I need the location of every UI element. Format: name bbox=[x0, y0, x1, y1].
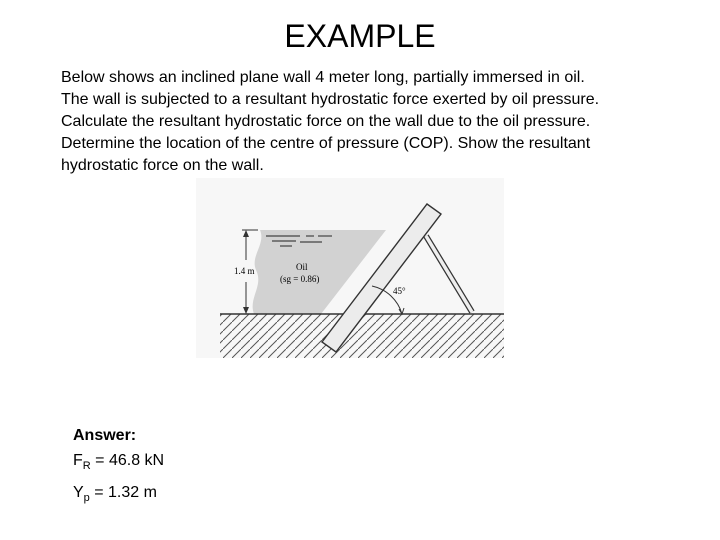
depth-label: 1.4 m bbox=[234, 266, 255, 276]
force-value: = 46.8 kN bbox=[90, 452, 165, 469]
problem-line: The wall is subjected to a resultant hydrostatic force exerted by oil pressure. bbox=[61, 91, 600, 108]
ground-hatch bbox=[220, 314, 504, 358]
problem-statement bbox=[61, 67, 711, 177]
problem-line: Calculate the resultant hydrostatic force on the wall due to the oil pressure. bbox=[61, 113, 591, 130]
cop-symbol: Y bbox=[73, 484, 84, 501]
cop-subscript: p bbox=[83, 492, 90, 504]
answer-cop bbox=[73, 482, 164, 505]
sg-label: (sg = 0.86) bbox=[280, 274, 320, 284]
cop-value: = 1.32 m bbox=[89, 484, 157, 501]
force-subscript: R bbox=[82, 460, 91, 472]
diagram-svg bbox=[196, 178, 504, 358]
slide-title: EXAMPLE bbox=[284, 18, 436, 54]
answer-force bbox=[73, 450, 164, 473]
problem-line: Below shows an inclined plane wall 4 meter long, partially immersed in oil. bbox=[61, 69, 585, 86]
problem-line: Determine the location of the centre of pressure (COP). Show the resultant bbox=[61, 135, 591, 152]
inclined-wall-diagram bbox=[196, 178, 504, 358]
problem-line: hydrostatic force on the wall. bbox=[61, 157, 264, 174]
answer-heading: Answer: bbox=[73, 427, 137, 444]
answer-block bbox=[73, 425, 164, 505]
fluid-label: Oil bbox=[296, 262, 308, 272]
force-symbol: F bbox=[73, 452, 83, 469]
angle-label: 45° bbox=[393, 286, 406, 296]
